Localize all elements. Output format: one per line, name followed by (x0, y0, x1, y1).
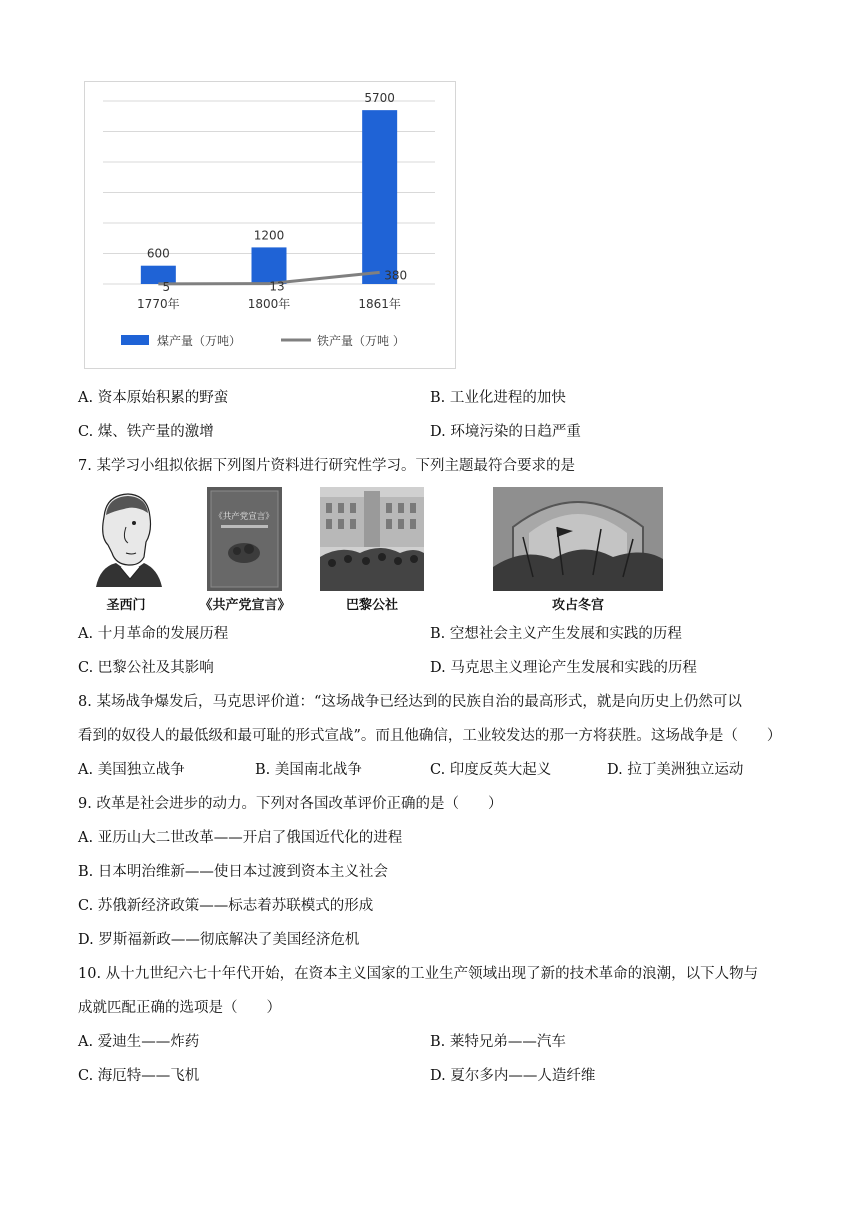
legend-coal-label: 煤产量（万吨） (157, 334, 242, 348)
q8-option-c[interactable]: C. 印度反英大起义 (430, 762, 552, 778)
iron-value-label: 380 (384, 268, 408, 283)
caption-manifesto: 《共产党宣言》 (199, 598, 291, 613)
caption-saint-simon: 圣西门 (106, 598, 146, 613)
q7-option-d[interactable]: D. 马克思主义理论产生发展和实践的历程 (430, 660, 697, 676)
iron-value-label: 5 (162, 279, 171, 294)
q10-stem-line1: 10. 从十九世纪六七十年代开始，在资本主义国家的工业生产领域出现了新的技术革命的浪潮，以下人物与 (78, 966, 759, 982)
q8-option-a[interactable]: A. 美国独立战争 (78, 762, 185, 778)
q6-option-a[interactable]: A. 资本原始积累的野蛮 (78, 390, 229, 406)
caption-paris-commune: 巴黎公社 (345, 598, 398, 613)
q8-stem-line1: 8. 某场战争爆发后，马克思评价道：“这场战争已经达到的民族自治的最高形式，就是向历史上仍然可以 (78, 694, 742, 710)
q9-option-b[interactable]: B. 日本明治维新——使日本过渡到资本主义社会 (78, 864, 388, 880)
coal-value-label: 5700 (364, 91, 395, 106)
coal-bar (362, 110, 397, 284)
q9-stem: 9. 改革是社会进步的动力。下列对各国改革评价正确的是（ ） (78, 796, 503, 812)
coal-bar (141, 266, 176, 284)
chart-svg (85, 82, 455, 368)
q7-option-a[interactable]: A. 十月革命的发展历程 (78, 626, 229, 642)
coal-bar (252, 247, 287, 284)
q9-option-d[interactable]: D. 罗斯福新政——彻底解决了美国经济危机 (78, 932, 360, 948)
q10-option-b[interactable]: B. 莱特兄弟——汽车 (430, 1034, 566, 1050)
legend-iron-label: 铁产量（万吨 ） (317, 334, 405, 348)
portrait-icon (86, 487, 166, 587)
legend-coal-swatch (121, 335, 149, 345)
q10-option-a[interactable]: A. 爱迪生——炸药 (78, 1034, 200, 1050)
coal-value-label: 600 (146, 246, 170, 261)
production-chart (84, 81, 456, 369)
q10-option-d[interactable]: D. 夏尔多内——人造纤维 (430, 1068, 596, 1084)
x-tick-label: 1800年 (247, 297, 291, 311)
caption-winter-palace: 攻占冬宫 (551, 598, 604, 613)
battle-scene-icon (493, 487, 663, 591)
q7-option-c[interactable]: C. 巴黎公社及其影响 (78, 660, 214, 676)
q8-stem-line2: 看到的奴役人的最低级和最可耻的形式宣战”。而且他确信，工业较发达的那一方将获胜。这场战争是（ ） (78, 728, 782, 744)
q10-stem-line2: 成就匹配正确的选项是（ ） (78, 1000, 281, 1016)
x-tick-label: 1770年 (137, 297, 180, 311)
q6-option-d[interactable]: D. 环境污染的日趋严重 (430, 424, 581, 440)
q8-option-d[interactable]: D. 拉丁美洲独立运动 (607, 762, 744, 778)
q10-option-c[interactable]: C. 海厄特——飞机 (78, 1068, 200, 1084)
book-cover-icon (207, 487, 282, 591)
x-tick-label: 1861年 (358, 297, 401, 311)
q8-option-b[interactable]: B. 美国南北战争 (255, 762, 362, 778)
q7-stem: 7. 某学习小组拟依据下列图片资料进行研究性学习。下列主题最符合要求的是 (78, 458, 575, 474)
q6-option-c[interactable]: C. 煤、铁产量的激增 (78, 424, 214, 440)
coal-value-label: 1200 (253, 228, 285, 243)
street-scene-icon (320, 487, 424, 591)
iron-value-label: 13 (269, 279, 285, 294)
q9-option-c[interactable]: C. 苏俄新经济政策——标志着苏联模式的形成 (78, 898, 374, 914)
q7-option-b[interactable]: B. 空想社会主义产生发展和实践的历程 (430, 626, 682, 642)
q6-option-b[interactable]: B. 工业化进程的加快 (430, 390, 566, 406)
svg-text:《共产党宣言》: 《共产党宣言》 (214, 512, 274, 522)
q9-option-a[interactable]: A. 亚历山大二世改革——开启了俄国近代化的进程 (78, 830, 403, 846)
